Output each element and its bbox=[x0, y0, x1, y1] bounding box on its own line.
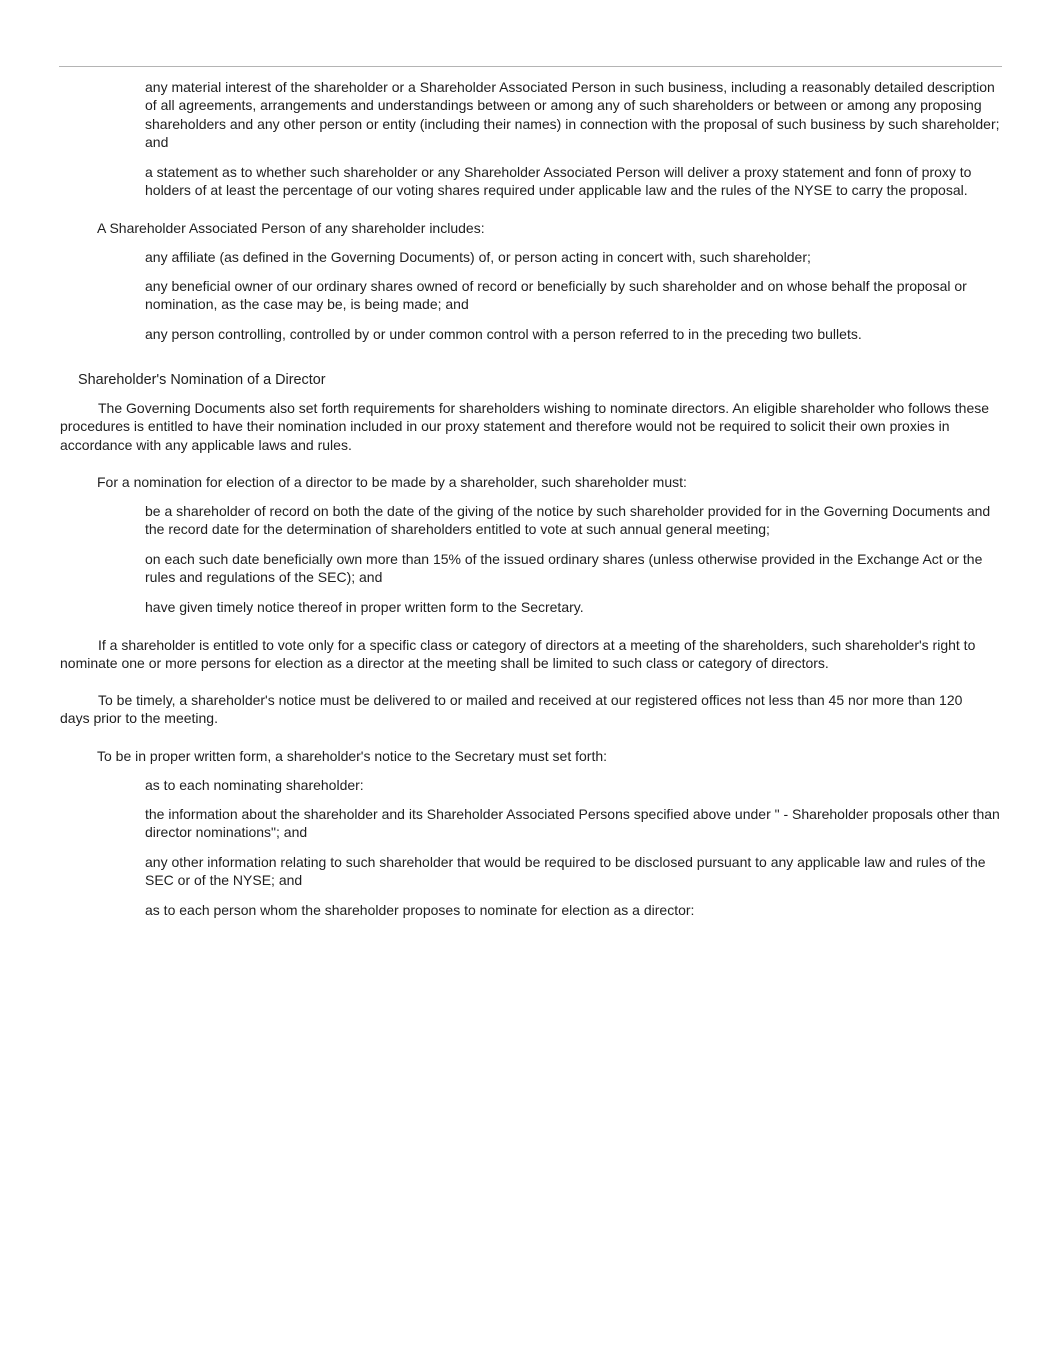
form-item-nominating-shareholder: as to each nominating shareholder: bbox=[145, 777, 364, 793]
associated-person-item-affiliate: any affiliate (as defined in the Governing Documents) of, or person acting in concert with, such shareholder; bbox=[145, 249, 811, 265]
nomination-requirements-intro: For a nomination for election of a director to be made by a shareholder, such shareholder must: bbox=[97, 474, 687, 490]
form-item-shareholder-information: the information about the shareholder and its Shareholder Associated Persons specified above under " - Shareholder proposals other than director nominations"; and bbox=[145, 806, 1000, 841]
requirement-item-record-holder: be a shareholder of record on both the date of the giving of the notice by such shareholder provided for in the Governing Documents and the record date for the determination of shareholders entitled to vote at such annual general meeting; bbox=[145, 503, 991, 538]
associated-person-item-beneficial-owner: any beneficial owner of our ordinary shares owned of record or beneficially by such shareholder and on whose behalf the proposal or nomination, as the case may be, is being made; and bbox=[145, 278, 967, 313]
business-item-proxy-statement: a statement as to whether such shareholder or any Shareholder Associated Person will deliver a proxy statement and fonn of proxy to holders of at least the percentage of our voting shares required under applicable law and the rules of the NYSE to carry the proposal. bbox=[145, 164, 972, 199]
header-rule bbox=[59, 66, 1002, 67]
associated-person-item-controlling: any person controlling, controlled by or under common control with a person referred to in the preceding two bullets. bbox=[145, 326, 862, 342]
requirement-item-timely-notice: have given timely notice thereof in proper written form to the Secretary. bbox=[145, 599, 584, 615]
form-item-each-nominee: as to each person whom the shareholder proposes to nominate for election as a director: bbox=[145, 902, 695, 918]
class-restriction-paragraph: If a shareholder is entitled to vote only for a specific class or category of directors at a meeting of the shareholders, such shareholder's right to nominate one or more persons for election as a director at the meeting shall be limited to such class or category of directors. bbox=[60, 637, 976, 672]
requirement-item-ownership: on each such date beneficially own more than 15% of the issued ordinary shares (unless otherwise provided in the Exchange Act or the rules and regulations of the SEC); and bbox=[145, 551, 983, 586]
nomination-intro-paragraph: The Governing Documents also set forth requirements for shareholders wishing to nominate directors. An eligible shareholder who follows these procedures is entitled to have their nomination included in our proxy statement and therefore would not be required to solicit their own proxies in accordance with any applicable laws and rules. bbox=[60, 400, 990, 453]
written-form-intro: To be in proper written form, a shareholder's notice to the Secretary must set forth: bbox=[97, 748, 608, 764]
associated-person-intro: A Shareholder Associated Person of any shareholder includes: bbox=[97, 220, 485, 236]
section-heading-nomination: Shareholder's Nomination of a Director bbox=[78, 372, 326, 388]
business-item-interest: any material interest of the shareholder or a Shareholder Associated Person in such business, including a reasonably detailed description of all agreements, arrangements and understandings between or among any of such shareholders or between or among any proposing shareholders and any other person or entity (including their names) in connection with the proposal of such business by such shareholder; and bbox=[145, 79, 1000, 151]
timeliness-paragraph: To be timely, a shareholder's notice must be delivered to or mailed and received at our registered offices not less than 45 nor more than 120 days prior to the meeting. bbox=[60, 692, 963, 727]
form-item-other-information: any other information relating to such shareholder that would be required to be disclosed pursuant to any applicable law and rules of the SEC or of the NYSE; and bbox=[145, 854, 986, 889]
